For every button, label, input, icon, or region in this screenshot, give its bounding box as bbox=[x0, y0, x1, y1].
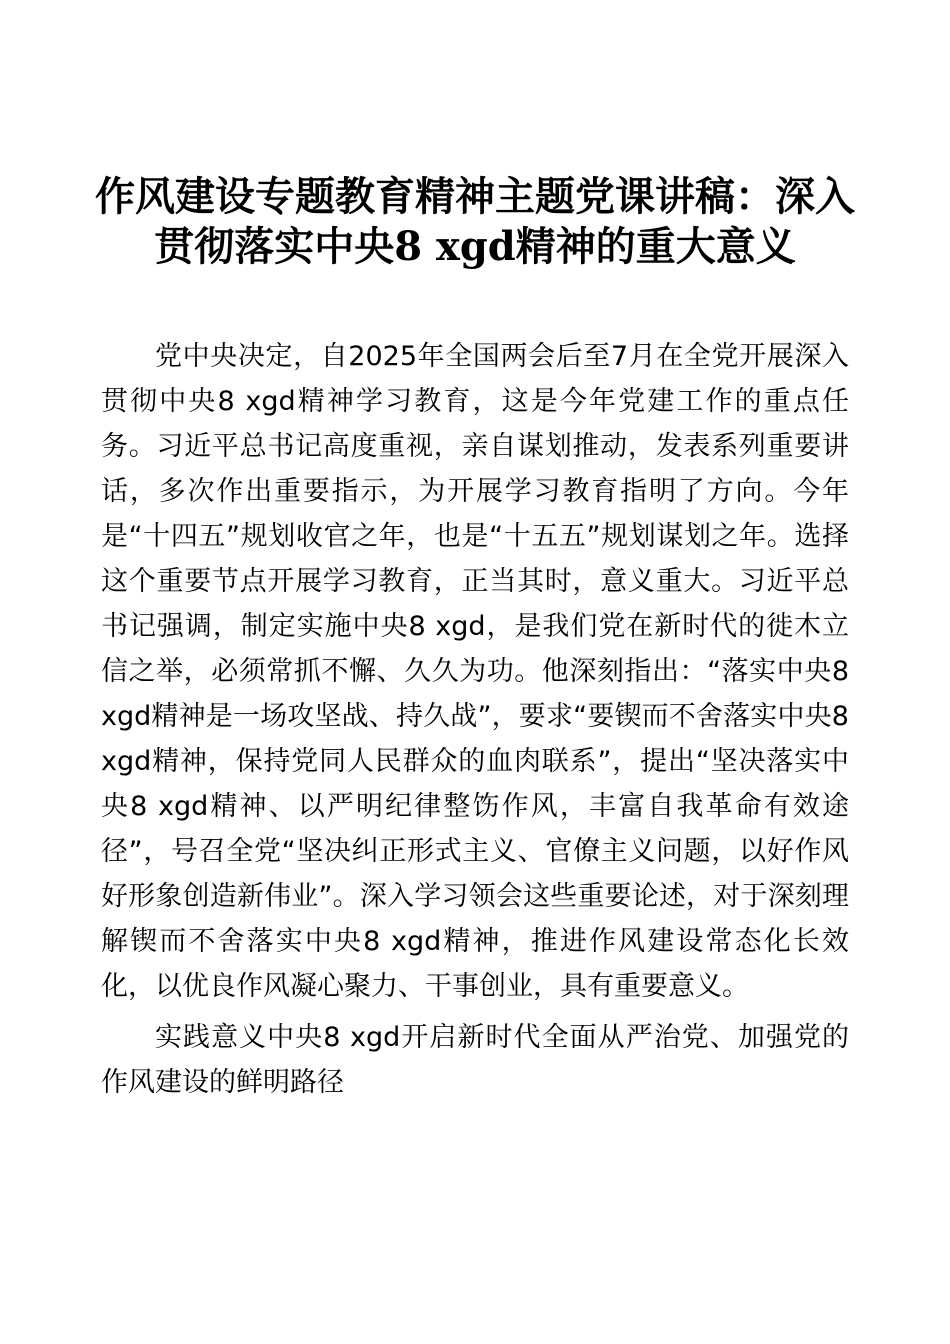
body-paragraph-1: 党中央决定，自2025年全国两会后至7月在全党开展深入贯彻中央8 xgd精神学习教育，这是今年党建工作的重点任务。习近平总书记高度重视，亲自谋划推动，发表系列重要讲话，多次作出重要指示，为开展学习教育指明了方向。今年是“十四五”规划收官之年，也是“十五五”规划谋划之年。选择这个重要节点开展学习教育，正当其时，意义重大。习近平总书记强调，制定实施中央8 xgd，是我们党在新时代的徙木立信之举，必须常抓不懈、久久为功。他深刻指出：“落实中央8 xgd精神是一场攻坚战、持久战”，要求“要锲而不舍落实中央8 xgd精神，保持党同人民群众的血肉联系”，提出“坚决落实中央8 xgd精神、以严明纪律整饬作风，丰富自我革命有效途径”，号召全党“坚决纠正形式主义、官僚主义问题，以好作风好形象创造新伟业”。深入学习领会这些重要论述，对于深刻理解锲而不舍落实中央8 xgd精神，推进作风建设常态化长效化，以优良作风凝心聚力、干事创业，具有重要意义。 bbox=[101, 341, 849, 1002]
document-title: 作风建设专题教育精神主题党课讲稿：深入贯彻落实中央8 xgd精神的重大意义 bbox=[95, 173, 855, 270]
document-body bbox=[101, 334, 849, 1105]
body-paragraph-2: 实践意义中央8 xgd开启新时代全面从严治党、加强党的作风建设的鲜明路径 bbox=[101, 1022, 849, 1098]
